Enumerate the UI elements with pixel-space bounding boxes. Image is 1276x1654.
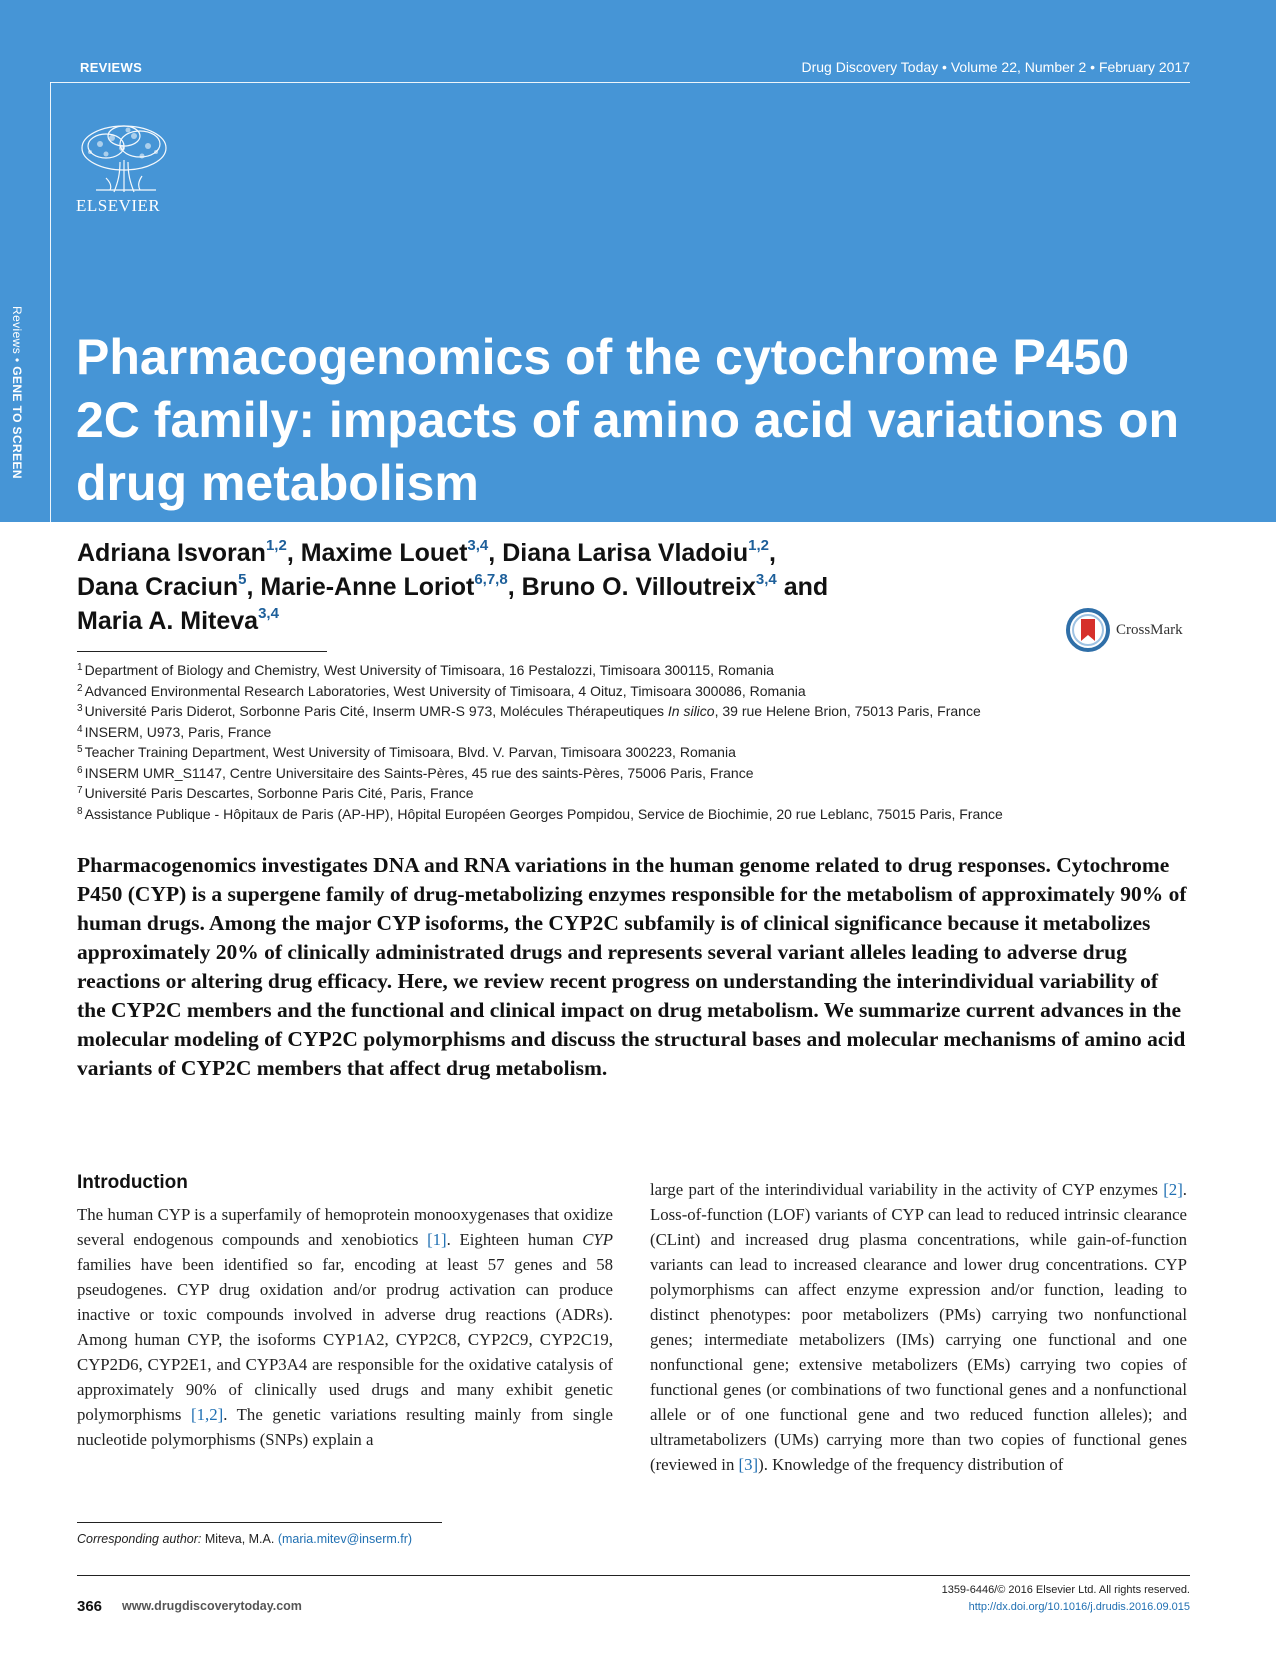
affiliation-item: $^4$ INSERM, U973, Paris, France xyxy=(77,723,272,740)
affiliation-item: $^2$ Advanced Environmental Research Laboratories, West University of Timisoara, 4 Oituz, Timisoara 300086, Romania xyxy=(77,682,806,699)
body-text-right-column: large part of the interindividual variability in the activity of CYP enzymes [2]. Loss-of-function (LOF) variants of CYP can lead to reduced intrinsic clearance (CLint) and increased drug plasma concentrations, while gain-of-function variants can lead to increased clearance and lower drug concentrations. CYP polymorphisms can affect enzyme expression and/or function, leading to distinct phenotypes: poor metabolizers (PMs) carrying two nonfunctional genes; intermediate metabolizers (IMs) carrying one functional and one nonfunctional gene; extensive metabolizers (EMs) carrying two copies of functional genes (or combinations of two functional genes and a nonfunctional allele or of one functional gene and two reduced function alleles); and ultrametabolizers (UMs) carrying more than two copies of functional genes (reviewed in [3]). Knowledge of the frequency distribution of xyxy=(650,1180,1187,1474)
abstract: Pharmacogenomics investigates DNA and RNA variations in the human genome related to drug responses. Cytochrome P450 (CYP) is a supergene family of drug-metabolizing enzymes responsible for the metabolism of approximately 90% of human drugs. Among the major CYP isoforms, the CYP2C subfamily is of clinical significance because it metabolizes approximately 20% of clinically administrated drugs and represents several variant alleles leading to adverse drug reactions or altering drug efficacy. Here, we review recent progress on understanding the interindividual variability of the CYP2C members and the functional and clinical impact on drug metabolism. We summarize current advances in the molecular modeling of CYP2C polymorphisms and discuss the structural bases and molecular mechanisms of amino acid variants of CYP2C members that affect drug metabolism. xyxy=(77,853,1187,1080)
affiliation-item: $^1$ Department of Biology and Chemistry, West University of Timisoara, 16 Pestalozzi, Timisoara 300115, Romania xyxy=(77,662,774,678)
citation-link[interactable]: [2] xyxy=(1163,1180,1183,1199)
side-tab: Reviews • GENE TO SCREEN xyxy=(10,306,24,479)
citation-link[interactable]: [1] xyxy=(427,1230,447,1249)
author-affiliation-ref[interactable]: 1,2 xyxy=(265,537,287,554)
journal-name: Drug Discovery Today xyxy=(801,59,939,75)
elsevier-wordmark: ELSEVIER xyxy=(76,196,161,215)
affiliation-rule xyxy=(77,651,327,652)
author: Dana Craciun$^5$, xyxy=(77,571,261,601)
footer-rule xyxy=(77,1575,1190,1576)
crossmark-icon xyxy=(1066,608,1110,652)
footnote-rule xyxy=(77,1522,442,1523)
journal-volume: Volume 22, Number 2 xyxy=(950,59,1087,75)
crossmark-badge[interactable] xyxy=(1066,608,1183,652)
corresponding-author-note: Corresponding author: Miteva, M.A. (maria.mitev@inserm.fr) xyxy=(77,1532,413,1546)
journal-citation: Drug Discovery Today • Volume 22, Number 2 • February 2017 xyxy=(801,59,1190,75)
author-affiliation-ref[interactable]: 3,4 xyxy=(755,571,777,588)
author-list xyxy=(77,536,1077,638)
affiliation-item: $^5$ Teacher Training Department, West University of Timisoara, Blvd. V. Parvan, Timisoara 300223, Romania xyxy=(77,744,736,760)
author: Adriana Isvoran$^{1,2}$, xyxy=(77,537,301,567)
copyright-notice: 1359-6446/© 2016 Elsevier Ltd. All rights reserved. xyxy=(941,1584,1190,1596)
author-affiliation-ref[interactable]: 6,7,8 xyxy=(474,571,508,588)
author: Marie-Anne Loriot$^{6,7,8}$, xyxy=(260,571,522,601)
elsevier-tree-icon xyxy=(76,122,172,194)
affiliation-item: $^6$ INSERM UMR_S1147, Centre Universitaire des Saints-Pères, 45 rue des saints-Pères, 75006 Paris, France xyxy=(77,764,754,781)
citation-link[interactable]: [1,2] xyxy=(191,1405,224,1424)
journal-website-link[interactable]: www.drugdiscoverytoday.com xyxy=(122,1599,302,1613)
header-rule xyxy=(50,82,1190,83)
author: Diana Larisa Vladoiu$^{1,2}$, xyxy=(502,537,776,567)
side-tab-prefix: Reviews xyxy=(10,306,24,355)
author: Maria A. Miteva$^{3,4}$ xyxy=(77,605,279,635)
article-title: Pharmacogenomics of the cytochrome P450 2C family: impacts of amino acid variations on drug metabolism xyxy=(76,329,1180,511)
author-affiliation-ref[interactable]: 3,4 xyxy=(258,605,279,622)
section-heading-introduction: Introduction xyxy=(77,1172,188,1193)
elsevier-logo xyxy=(76,122,172,216)
affiliation-item: $^3$ Université Paris Diderot, Sorbonne Paris Cité, Inserm UMR-S 973, Molécules Thérapeutiques In silico, 39 rue Helene Brion, 75013 Paris, France xyxy=(77,703,981,719)
journal-date: February 2017 xyxy=(1098,59,1190,75)
affiliation-list xyxy=(77,660,1217,824)
crossmark-label: CrossMark xyxy=(1116,621,1183,638)
affiliation-item: $^7$ Université Paris Descartes, Sorbonne Paris Cité, Paris, France xyxy=(77,785,474,801)
section-label: REVIEWS xyxy=(80,60,143,75)
author: Bruno O. Villoutreix$^{3,4}$ and xyxy=(521,571,829,601)
author-affiliation-ref[interactable]: 3,4 xyxy=(467,537,489,554)
header-rule-vertical xyxy=(50,82,51,522)
side-tab-section: GENE TO SCREEN xyxy=(10,366,24,479)
title-banner xyxy=(0,0,1276,522)
author-affiliation-ref[interactable]: 1,2 xyxy=(748,537,769,554)
page-number: 366 xyxy=(77,1598,103,1615)
body-text-left-column: The human CYP is a superfamily of hemoprotein monooxygenases that oxidize several endogenous compounds and xenobiotics [1]. Eighteen human CYP families have been identified so far, encoding at least 57 genes and 58 pseudogenes. CYP drug oxidation and/or prodrug activation can produce inactive or toxic compounds involved in adverse drug reactions (ADRs). Among human CYP, the isoforms CYP1A2, CYP2C8, CYP2C9, CYP2C19, CYP2D6, CYP2E1, and CYP3A4 are responsible for the oxidative catalysis of approximately 90% of clinically used drugs and many exhibit genetic polymorphisms [1,2]. The genetic variations resulting mainly from single nucleotide polymorphisms (SNPs) explain a xyxy=(77,1205,614,1449)
author: Maxime Louet$^{3,4}$, xyxy=(300,537,503,567)
citation-link[interactable]: [3] xyxy=(738,1455,759,1474)
author-email-link[interactable]: (maria.mitev@inserm.fr) xyxy=(277,1532,413,1546)
affiliation-item: $^8$ Assistance Publique - Hôpitaux de Paris (AP-HP), Hôpital Européen Georges Pompidou, Service de Biochimie, 20 rue Leblanc, 75015 Paris, France xyxy=(77,805,1003,822)
doi-link[interactable]: http://dx.doi.org/10.1016/j.drudis.2016.09.015 xyxy=(968,1601,1190,1613)
author-affiliation-ref[interactable]: 5 xyxy=(238,571,247,588)
